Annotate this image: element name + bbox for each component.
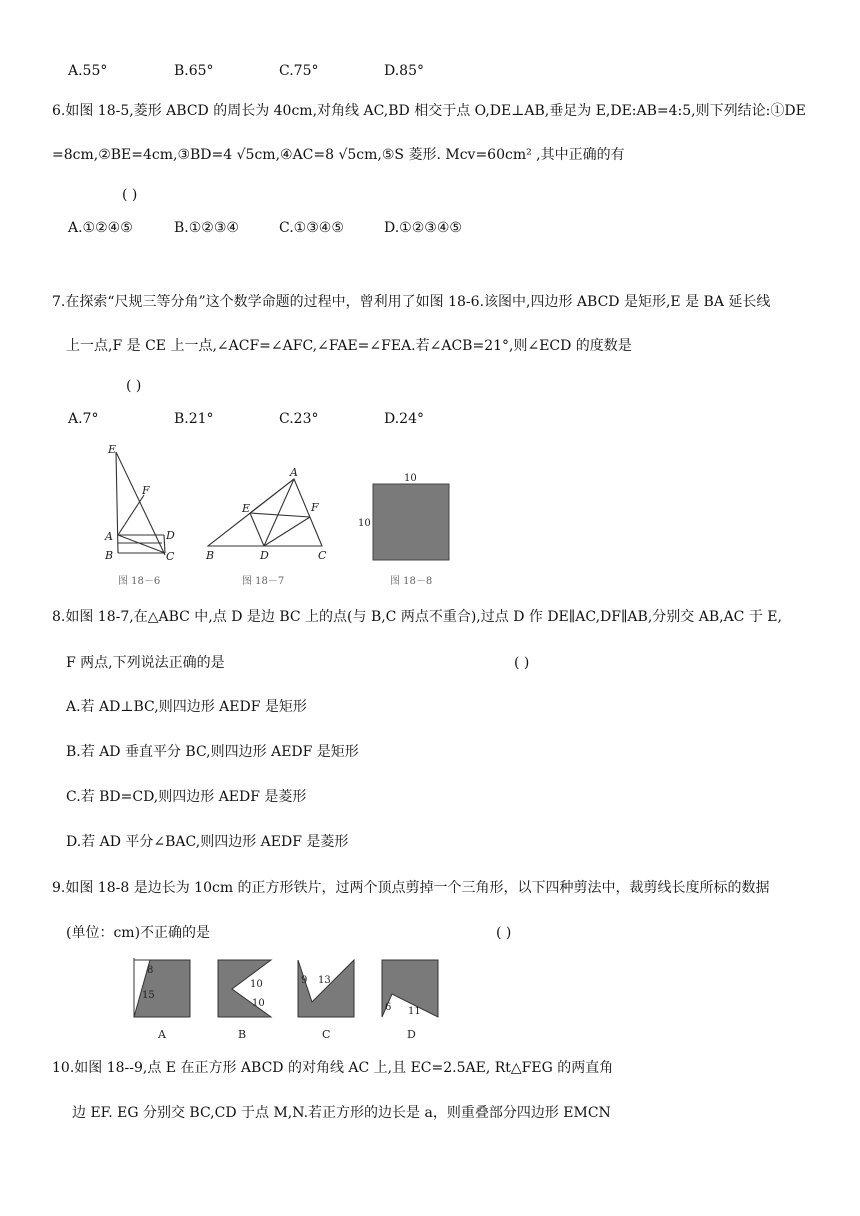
figure-18-7 xyxy=(208,479,322,546)
figure-18-6 xyxy=(116,452,165,555)
q6-answer-paren: ( ) xyxy=(122,187,138,203)
q8-line1: 8.如图 18-7,在△ABC 中,点 D 是边 BC 上的点(与 B,C 两点不重合),过点 D 作 DE∥AC,DF∥AB,分别交 AB,AC 于 E, xyxy=(52,609,782,625)
q9-a-num-2: 15 xyxy=(142,990,155,1001)
q7-option-c: C.23° xyxy=(279,411,319,427)
q6-line2: =8cm,②BE=4cm,③BD=4 √5cm,④AC=8 √5cm,⑤S 菱形. Mcv=60cm² ,其中正确的有 xyxy=(52,147,625,163)
fig6-label-f: F xyxy=(142,484,150,497)
q9-figure-c xyxy=(298,960,354,1041)
q5-option-a: A.55° xyxy=(68,63,108,79)
q9-figure-a xyxy=(134,958,190,1041)
q7-option-b: B.21° xyxy=(174,411,214,427)
q8-line2: F 两点,下列说法正确的是 xyxy=(66,655,225,671)
fig6-label-d: D xyxy=(166,529,175,542)
fig7-label-e: E xyxy=(242,502,251,515)
q6-line1: 6.如图 18-5,菱形 ABCD 的周长为 40cm,对角线 AC,BD 相交于点 O,DE⊥AB,垂足为 E,DE:AB=4:5,则下列结论:①DE xyxy=(52,103,806,119)
fig7-label-d: D xyxy=(260,549,269,562)
q7-answer-paren: ( ) xyxy=(126,378,142,394)
q9-figure-d xyxy=(382,960,438,1041)
q9-figure-b xyxy=(218,960,271,1041)
fig7-label-b: B xyxy=(206,549,215,562)
q9-c-num-2: 13 xyxy=(318,975,331,986)
fig8-top-label: 10 xyxy=(404,473,417,484)
q5-option-b: B.65° xyxy=(174,63,214,79)
fig7-caption: 图 18－7 xyxy=(242,576,285,587)
q9-a-letter: A xyxy=(158,1028,166,1041)
fig8-left-label: 10 xyxy=(358,518,371,529)
fig7-label-a: A xyxy=(290,466,298,479)
q8-option-c: C.若 BD=CD,则四边形 AEDF 是菱形 xyxy=(66,789,307,805)
fig6-label-a: A xyxy=(105,530,113,543)
q10-line1: 10.如图 18--9,点 E 在正方形 ABCD 的对角线 AC 上,且 EC=2.5AE, Rt△FEG 的两直角 xyxy=(52,1060,614,1076)
q9-c-num-1: 9 xyxy=(301,975,308,986)
fig6-caption: 图 18－6 xyxy=(118,576,161,587)
figures-row-1 xyxy=(100,438,470,590)
fig6-label-b: B xyxy=(105,549,114,562)
q9-line2: (单位：cm)不正确的是 xyxy=(66,925,211,941)
fig6-label-c: C xyxy=(166,550,175,563)
q8-option-b: B.若 AD 垂直平分 BC,则四边形 AEDF 是矩形 xyxy=(66,744,359,760)
q8-option-d: D.若 AD 平分∠BAC,则四边形 AEDF 是菱形 xyxy=(66,834,349,850)
q6-option-a: A.①②④⑤ xyxy=(68,220,133,236)
q9-figures xyxy=(128,954,458,1044)
q8-option-a: A.若 AD⊥BC,则四边形 AEDF 是矩形 xyxy=(66,699,307,715)
fig6-label-e: E xyxy=(108,443,117,456)
q5-option-d: D.85° xyxy=(384,63,424,79)
fig8-caption: 图 18－8 xyxy=(390,576,433,587)
fig7-label-f: F xyxy=(311,501,319,514)
q6-option-b: B.①②③④ xyxy=(174,220,239,236)
q8-answer-paren: ( ) xyxy=(514,655,530,671)
q6-option-c: C.①③④⑤ xyxy=(279,220,344,236)
q7-option-a: A.7° xyxy=(68,411,99,427)
q9-d-num-1: 6 xyxy=(385,1002,392,1013)
q9-answer-paren: ( ) xyxy=(496,925,512,941)
fig7-label-c: C xyxy=(318,549,327,562)
q9-a-num-1: 8 xyxy=(147,965,154,976)
q5-option-c: C.75° xyxy=(279,63,319,79)
q7-line2: 上一点,F 是 CE 上一点,∠ACF=∠AFC,∠FAE=∠FEA.若∠ACB=21°,则∠ECD 的度数是 xyxy=(66,338,632,354)
q7-line1: 7.在探索“尺规三等分角”这个数学命题的过程中，曾利用了如图 18-6.该图中,四边形 ABCD 是矩形,E 是 BA 延长线 xyxy=(52,294,771,310)
figure-18-8-square xyxy=(373,484,449,560)
q9-b-num-1: 10 xyxy=(250,979,263,990)
q7-option-d: D.24° xyxy=(384,411,424,427)
q9-d-num-2: 11 xyxy=(408,1006,421,1017)
q6-option-d: D.①②③④⑤ xyxy=(384,220,462,236)
q9-d-letter: D xyxy=(407,1028,416,1041)
q10-line2: 边 EF. EG 分别交 BC,CD 于点 M,N.若正方形的边长是 a，则重叠部分四边形 EMCN xyxy=(72,1105,611,1121)
q9-c-letter: C xyxy=(322,1028,331,1041)
q9-b-num-2: 10 xyxy=(252,998,265,1009)
q9-b-letter: B xyxy=(238,1028,247,1041)
q9-line1: 9.如图 18-8 是边长为 10cm 的正方形铁片，过两个顶点剪掉一个三角形，以下四种剪法中，裁剪线长度所标的数据 xyxy=(52,880,770,896)
